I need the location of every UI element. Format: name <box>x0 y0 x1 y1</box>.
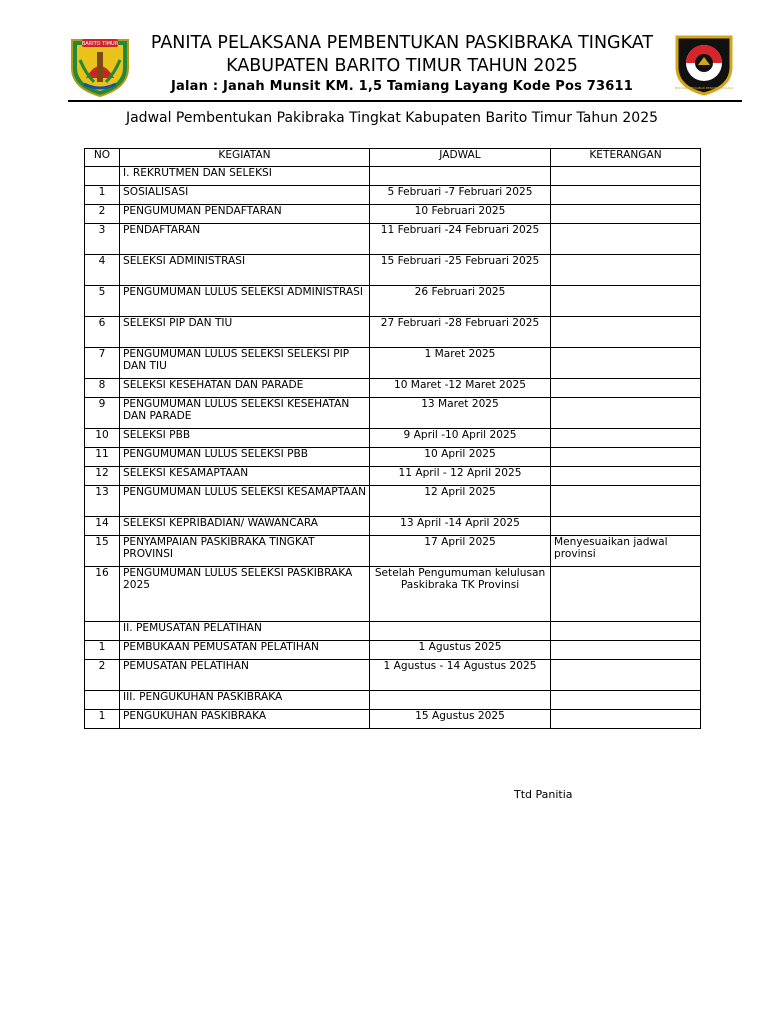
table-row <box>85 224 701 255</box>
row-keterangan <box>551 186 701 205</box>
row-jadwal: 10 Februari 2025 <box>370 205 551 224</box>
row-kegiatan: SELEKSI PBB <box>120 429 370 448</box>
row-no: 5 <box>85 286 120 317</box>
schedule-table <box>84 148 701 729</box>
row-keterangan <box>551 448 701 467</box>
row-keterangan <box>551 710 701 729</box>
row-kegiatan: PENYAMPAIAN PASKIBRAKA TINGKAT PROVINSI <box>120 536 370 567</box>
row-no: 1 <box>85 641 120 660</box>
table-row <box>85 641 701 660</box>
row-jadwal: 1 Agustus - 14 Agustus 2025 <box>370 660 551 691</box>
row-jadwal: 13 Maret 2025 <box>370 398 551 429</box>
row-jadwal <box>370 167 551 186</box>
row-jadwal: 15 Februari -25 Februari 2025 <box>370 255 551 286</box>
row-kegiatan: PENGUMUMAN LULUS SELEKSI PASKIBRAKA 2025 <box>120 567 370 622</box>
row-kegiatan: PEMBUKAAN PEMUSATAN PELATIHAN <box>120 641 370 660</box>
row-jadwal: 9 April -10 April 2025 <box>370 429 551 448</box>
header-address: Jalan : Janah Munsit KM. 1,5 Tamiang Layang Kode Pos 73611 <box>171 79 633 94</box>
row-kegiatan: I. REKRUTMEN DAN SELEKSI <box>120 167 370 186</box>
row-jadwal: 27 Februari -28 Februari 2025 <box>370 317 551 348</box>
row-kegiatan: PENGUMUMAN LULUS SELEKSI SELEKSI PIP DAN TIU <box>120 348 370 379</box>
row-jadwal: Setelah Pengumuman kelulusan Paskibraka TK Provinsi <box>370 567 551 622</box>
section-row <box>85 622 701 641</box>
row-jadwal: 10 April 2025 <box>370 448 551 467</box>
row-no <box>85 691 120 710</box>
row-jadwal: 12 April 2025 <box>370 486 551 517</box>
row-no: 10 <box>85 429 120 448</box>
row-kegiatan: PEMUSATAN PELATIHAN <box>120 660 370 691</box>
row-kegiatan: SELEKSI KESAMAPTAAN <box>120 467 370 486</box>
row-keterangan <box>551 641 701 660</box>
row-kegiatan: II. PEMUSATAN PELATIHAN <box>120 622 370 641</box>
row-no: 15 <box>85 536 120 567</box>
row-keterangan <box>551 348 701 379</box>
row-jadwal <box>370 622 551 641</box>
header-no: NO <box>85 149 120 167</box>
row-keterangan <box>551 517 701 536</box>
row-jadwal: 1 Maret 2025 <box>370 348 551 379</box>
header-keterangan: KETERANGAN <box>551 149 701 167</box>
row-kegiatan: PENGUMUMAN PENDAFTARAN <box>120 205 370 224</box>
table-row <box>85 660 701 691</box>
row-no: 7 <box>85 348 120 379</box>
row-jadwal: 17 April 2025 <box>370 536 551 567</box>
row-kegiatan: PENDAFTARAN <box>120 224 370 255</box>
row-jadwal: 26 Februari 2025 <box>370 286 551 317</box>
row-no: 11 <box>85 448 120 467</box>
row-keterangan <box>551 467 701 486</box>
row-no: 12 <box>85 467 120 486</box>
row-jadwal: 11 April - 12 April 2025 <box>370 467 551 486</box>
row-no: 6 <box>85 317 120 348</box>
header-line-1: PANITA PELAKSANA PEMBENTUKAN PASKIBRAKA TINGKAT <box>150 33 654 53</box>
row-no: 16 <box>85 567 120 622</box>
row-jadwal <box>370 691 551 710</box>
row-no: 3 <box>85 224 120 255</box>
row-kegiatan: SELEKSI PIP DAN TIU <box>120 317 370 348</box>
table-row <box>85 536 701 567</box>
header-line-2: KABUPATEN BARITO TIMUR TAHUN 2025 <box>226 56 578 76</box>
row-keterangan <box>551 286 701 317</box>
table-row <box>85 567 701 622</box>
table-row <box>85 429 701 448</box>
row-keterangan <box>551 379 701 398</box>
row-no: 13 <box>85 486 120 517</box>
row-kegiatan: PENGUMUMAN LULUS SELEKSI KESAMAPTAAN <box>120 486 370 517</box>
row-keterangan <box>551 317 701 348</box>
header-kegiatan: KEGIATAN <box>120 149 370 167</box>
header-jadwal: JADWAL <box>370 149 551 167</box>
table-row <box>85 398 701 429</box>
row-no <box>85 622 120 641</box>
row-kegiatan: SELEKSI KEPRIBADIAN/ WAWANCARA <box>120 517 370 536</box>
barito-timur-crest-icon <box>68 34 132 98</box>
table-row <box>85 286 701 317</box>
row-keterangan <box>551 622 701 641</box>
row-jadwal: 15 Agustus 2025 <box>370 710 551 729</box>
row-kegiatan: SELEKSI KESEHATAN DAN PARADE <box>120 379 370 398</box>
row-no: 2 <box>85 660 120 691</box>
table-row <box>85 379 701 398</box>
row-no: 14 <box>85 517 120 536</box>
row-keterangan <box>551 167 701 186</box>
row-kegiatan: SELEKSI ADMINISTRASI <box>120 255 370 286</box>
table-row <box>85 348 701 379</box>
section-row <box>85 691 701 710</box>
row-keterangan <box>551 691 701 710</box>
row-no: 1 <box>85 186 120 205</box>
table-header-row <box>85 149 701 167</box>
row-no: 9 <box>85 398 120 429</box>
row-keterangan <box>551 486 701 517</box>
header-divider <box>68 100 742 102</box>
row-keterangan <box>551 205 701 224</box>
row-jadwal: 13 April -14 April 2025 <box>370 517 551 536</box>
right-logo-ring-text: PASUKAN PENGIBAR BENDERA PUSAKA <box>674 86 734 90</box>
table-row <box>85 710 701 729</box>
row-keterangan <box>551 398 701 429</box>
row-no: 1 <box>85 710 120 729</box>
row-keterangan <box>551 660 701 691</box>
row-jadwal: 1 Agustus 2025 <box>370 641 551 660</box>
row-kegiatan: PENGUKUHAN PASKIBRAKA <box>120 710 370 729</box>
row-jadwal: 10 Maret -12 Maret 2025 <box>370 379 551 398</box>
table-row <box>85 448 701 467</box>
row-keterangan <box>551 224 701 255</box>
row-no: 2 <box>85 205 120 224</box>
table-row <box>85 517 701 536</box>
table-row <box>85 205 701 224</box>
left-logo-banner-text: BARITO TIMUR <box>81 41 119 47</box>
row-jadwal: 5 Februari -7 Februari 2025 <box>370 186 551 205</box>
section-row <box>85 167 701 186</box>
row-keterangan <box>551 429 701 448</box>
row-kegiatan: PENGUMUMAN LULUS SELEKSI ADMINISTRASI <box>120 286 370 317</box>
table-row <box>85 317 701 348</box>
row-kegiatan: III. PENGUKUHAN PASKIBRAKA <box>120 691 370 710</box>
table-row <box>85 186 701 205</box>
row-kegiatan: PENGUMUMAN LULUS SELEKSI KESEHATAN DAN PARADE <box>120 398 370 429</box>
row-keterangan: Menyesuaikan jadwal provinsi <box>551 536 701 567</box>
row-keterangan <box>551 255 701 286</box>
row-kegiatan: SOSIALISASI <box>120 186 370 205</box>
row-jadwal: 11 Februari -24 Februari 2025 <box>370 224 551 255</box>
row-no: 4 <box>85 255 120 286</box>
signature-text: Ttd Panitia <box>514 788 573 801</box>
table-row <box>85 467 701 486</box>
row-kegiatan: PENGUMUMAN LULUS SELEKSI PBB <box>120 448 370 467</box>
document-title: Jadwal Pembentukan Pakibraka Tingkat Kabupaten Barito Timur Tahun 2025 <box>125 110 659 126</box>
table-row <box>85 255 701 286</box>
row-no: 8 <box>85 379 120 398</box>
row-no <box>85 167 120 186</box>
pasukan-pengibar-bendera-pusaka-badge-icon <box>671 31 737 97</box>
row-keterangan <box>551 567 701 622</box>
table-row <box>85 486 701 517</box>
